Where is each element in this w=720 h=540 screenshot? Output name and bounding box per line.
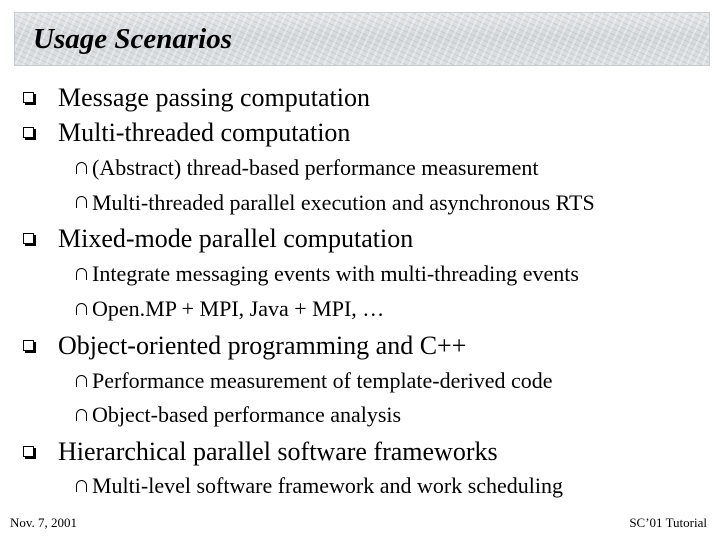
title-bar <box>14 12 710 66</box>
sub-bullet-item: Multi-threaded parallel execution and asynchronous RTS <box>92 190 595 215</box>
square-bullet-icon <box>23 446 34 457</box>
bullet-item: Object-oriented programming and C++ <box>58 331 467 360</box>
arc-bullet-icon <box>76 409 87 421</box>
footer-date: Nov. 7, 2001 <box>10 515 78 530</box>
sub-bullet-item: Open.MP + MPI, Java + MPI, … <box>92 296 385 321</box>
sub-bullet-item: Multi-level software framework and work scheduling <box>92 473 564 498</box>
square-bullet-icon <box>23 127 34 138</box>
bullet-item: Hierarchical parallel software frameworks <box>58 437 498 466</box>
square-bullet-icon <box>23 92 34 103</box>
square-bullet-icon <box>23 233 34 244</box>
arc-bullet-icon <box>76 303 87 315</box>
bullet-item: Mixed-mode parallel computation <box>58 224 414 253</box>
sub-bullet-item: Object-based performance analysis <box>92 402 402 427</box>
arc-bullet-icon <box>76 480 87 492</box>
sub-bullet-item: Integrate messaging events with multi-threading events <box>92 261 579 286</box>
square-bullet-icon <box>23 340 34 351</box>
arc-bullet-icon <box>76 268 87 280</box>
sub-bullet-item: (Abstract) thread-based performance measurement <box>92 155 539 180</box>
bullet-item: Multi-threaded computation <box>58 118 351 147</box>
sub-bullet-item: Performance measurement of template-derived code <box>92 368 553 393</box>
arc-bullet-icon <box>76 375 87 387</box>
footer-event: SC’01 Tutorial <box>629 515 707 530</box>
arc-bullet-icon <box>76 162 87 174</box>
slide-title: Usage Scenarios <box>33 23 232 55</box>
bullet-item: Message passing computation <box>58 83 370 112</box>
arc-bullet-icon <box>76 196 87 208</box>
